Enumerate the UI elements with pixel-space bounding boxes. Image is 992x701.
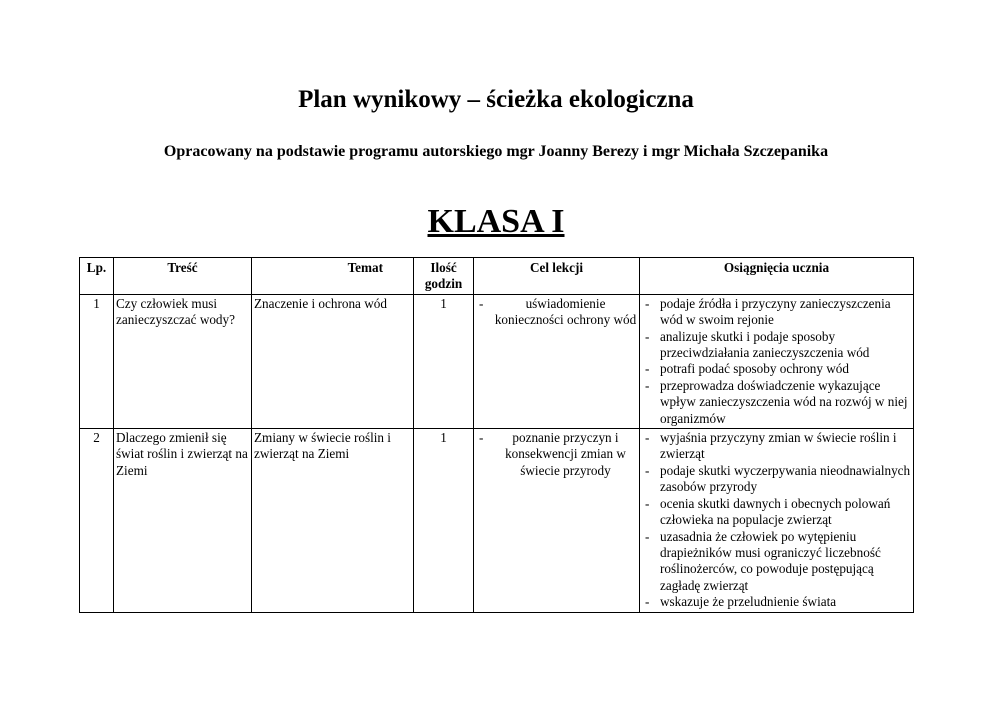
- cell-osiagniecia: [640, 429, 914, 612]
- cell-temat: Znaczenie i ochrona wód: [252, 294, 414, 428]
- goal-item: - poznanie przyczyn i konsekwencji zmian w świecie przyrody: [476, 430, 637, 479]
- header-ilosc-godzin: Ilość godzin: [414, 258, 474, 295]
- achievement-item: - wyjaśnia przyczyny zmian w świecie roślin i zwierząt: [642, 430, 911, 463]
- cell-cel-lekcji: [474, 429, 640, 612]
- lesson-plan-table: [79, 257, 914, 613]
- achievement-item: - potrafi podać sposoby ochrony wód: [642, 361, 911, 377]
- cell-lp: 2: [80, 429, 114, 612]
- class-heading: KLASA I: [427, 203, 565, 240]
- header-osiagniecia-ucznia: Osiągnięcia ucznia: [640, 258, 914, 295]
- header-lp: Lp.: [80, 258, 114, 295]
- achievement-item: - analizuje skutki i podaje sposoby przeciwdziałania zanieczyszczenia wód: [642, 329, 911, 362]
- achievement-item: - przeprowadza doświadczenie wykazujące wpływ zanieczyszczenia wód na rozwój w niej organizmów: [642, 378, 911, 427]
- table-header-row: [80, 258, 914, 295]
- achievement-item: - podaje źródła i przyczyny zanieczyszczenia wód w swoim rejonie: [642, 296, 911, 329]
- achievement-list: [642, 296, 911, 427]
- goal-list: [476, 296, 637, 329]
- header-temat: Temat: [252, 258, 414, 295]
- cell-lp: 1: [80, 294, 114, 428]
- header-tresc: Treść: [114, 258, 252, 295]
- goal-list: [476, 430, 637, 479]
- achievement-item: - wskazuje że przeludnienie świata: [642, 594, 911, 610]
- cell-cel-lekcji: [474, 294, 640, 428]
- document-title: Plan wynikowy – ścieżka ekologiczna: [298, 86, 694, 113]
- document-subtitle: Opracowany na podstawie programu autorskiego mgr Joanny Berezy i mgr Michała Szczepanika: [163, 143, 829, 160]
- cell-ilosc-godzin: 1: [414, 294, 474, 428]
- cell-tresc: Dlaczego zmienił się świat roślin i zwierząt na Ziemi: [114, 429, 252, 612]
- achievement-item: - podaje skutki wyczerpywania nieodnawialnych zasobów przyrody: [642, 463, 911, 496]
- cell-ilosc-godzin: 1: [414, 429, 474, 612]
- cell-tresc: Czy człowiek musi zanieczyszczać wody?: [114, 294, 252, 428]
- achievement-item: - uzasadnia że człowiek po wytępieniu drapieżników musi ograniczyć liczebność roślinożerców, co powoduje postępującą zagładę zwierząt: [642, 529, 911, 595]
- goal-item: - uświadomienie konieczności ochrony wód: [476, 296, 637, 329]
- achievement-item: - ocenia skutki dawnych i obecnych polowań człowieka na populacje zwierząt: [642, 496, 911, 529]
- achievement-list: [642, 430, 911, 610]
- cell-osiagniecia: [640, 294, 914, 428]
- table-row: [80, 294, 914, 428]
- header-cel-lekcji: Cel lekcji: [474, 258, 640, 295]
- table-row: [80, 429, 914, 612]
- cell-temat: Zmiany w świecie roślin i zwierząt na Ziemi: [252, 429, 414, 612]
